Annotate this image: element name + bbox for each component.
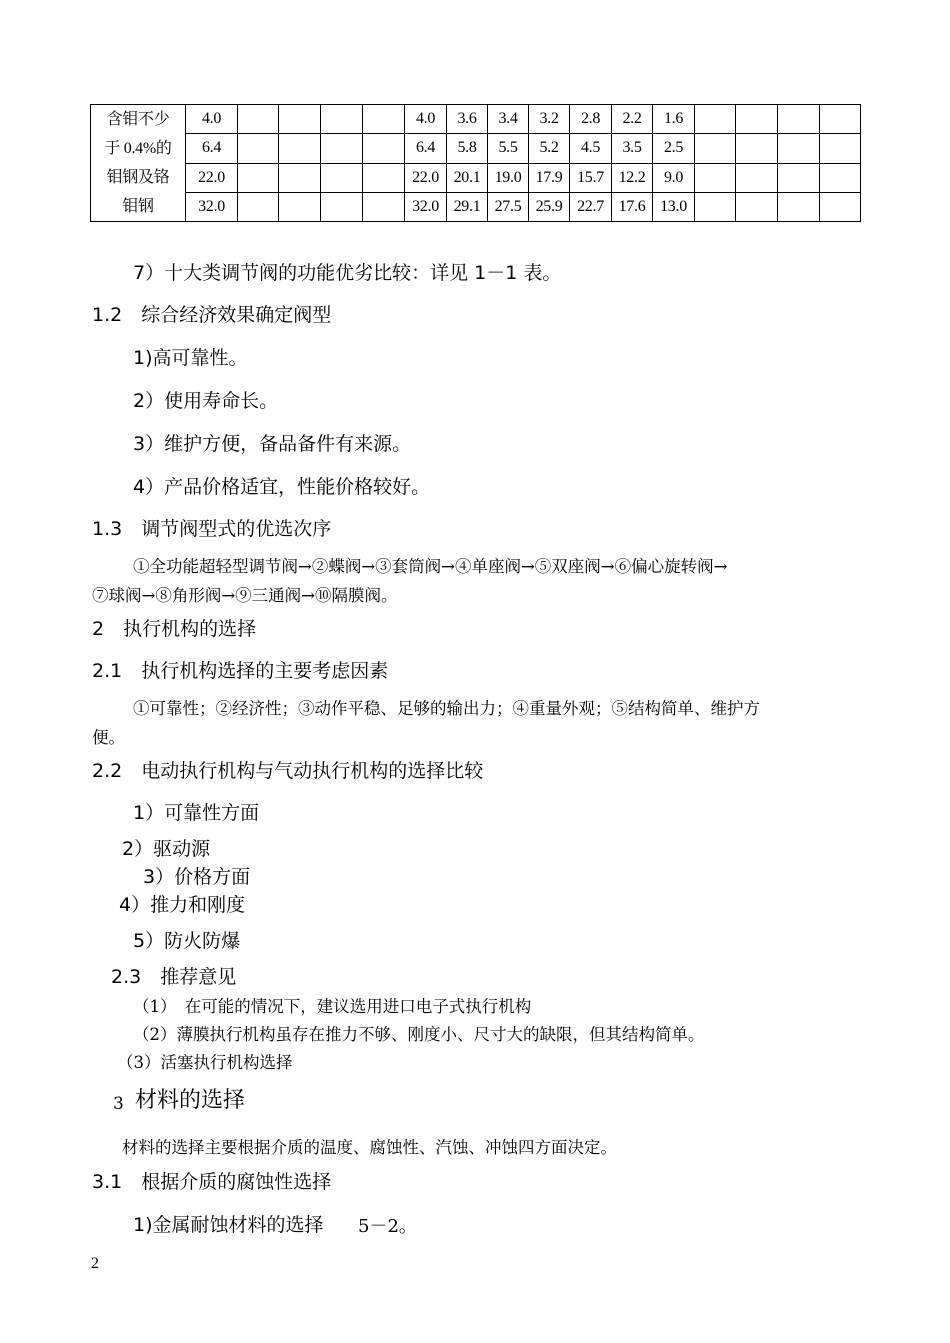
table-cell: 2.8 bbox=[570, 105, 612, 134]
item-lifetime: 2）使用寿命长。 bbox=[133, 390, 279, 412]
table-cell bbox=[238, 192, 279, 221]
item-reliability: 1)高可靠性。 bbox=[133, 347, 248, 369]
table-cell bbox=[820, 105, 861, 134]
heading-2-2: 2.2 电动执行机构与气动执行机构的选择比较 bbox=[92, 760, 484, 782]
material-name-line: 钼钢及铬 bbox=[106, 169, 170, 186]
table-cell bbox=[321, 134, 363, 163]
table-cell bbox=[820, 192, 861, 221]
table-cell: 22.0 bbox=[186, 163, 238, 192]
page-number: 2 bbox=[91, 1255, 99, 1272]
table-cell bbox=[778, 134, 820, 163]
heading-2-1: 2.1 执行机构选择的主要考虑因素 bbox=[92, 660, 389, 682]
table-cell: 32.0 bbox=[405, 192, 447, 221]
material-intro: 材料的选择主要根据介质的温度、腐蚀性、汽蚀、冲蚀四方面决定。 bbox=[122, 1138, 617, 1157]
metal-material-item: 1)金属耐蚀材料的选择 bbox=[133, 1214, 324, 1236]
table-cell: 27.5 bbox=[488, 192, 529, 221]
table-cell: 17.9 bbox=[529, 163, 570, 192]
heading-3-number: 3 bbox=[113, 1094, 124, 1114]
table-cell: 3.5 bbox=[612, 134, 653, 163]
table-cell: 4.0 bbox=[186, 105, 238, 134]
heading-2-3: 2.3 推荐意见 bbox=[111, 966, 237, 988]
item-maintenance: 3）维护方便，备品备件有来源。 bbox=[133, 433, 412, 455]
factors-line-2: 便。 bbox=[92, 728, 125, 747]
table-cell bbox=[238, 134, 279, 163]
table-cell: 20.1 bbox=[447, 163, 488, 192]
recommend-1: （1） 在可能的情况下，建议选用进口电子式执行机构 bbox=[133, 997, 532, 1016]
table-cell: 3.4 bbox=[488, 105, 529, 134]
heading-2: 2 执行机构的选择 bbox=[92, 618, 257, 640]
table-cell bbox=[695, 105, 736, 134]
table-cell: 29.1 bbox=[447, 192, 488, 221]
table-cell bbox=[238, 163, 279, 192]
compare-drive-source: 2）驱动源 bbox=[122, 838, 211, 860]
table-cell: 17.6 bbox=[612, 192, 653, 221]
table-cell: 15.7 bbox=[570, 163, 612, 192]
material-name-cell bbox=[91, 105, 186, 222]
table-cell: 13.0 bbox=[653, 192, 695, 221]
table-cell bbox=[363, 163, 405, 192]
table-cell: 4.5 bbox=[570, 134, 612, 163]
table-cell: 25.9 bbox=[529, 192, 570, 221]
table-cell bbox=[321, 192, 363, 221]
table-row bbox=[91, 105, 861, 134]
table-cell: 12.2 bbox=[612, 163, 653, 192]
table-cell: 4.0 bbox=[405, 105, 447, 134]
table-cell bbox=[736, 134, 778, 163]
table-cell bbox=[736, 105, 778, 134]
heading-1-3: 1.3 调节阀型式的优选次序 bbox=[92, 518, 332, 540]
table-cell bbox=[321, 105, 363, 134]
table-cell bbox=[736, 163, 778, 192]
table-row bbox=[91, 163, 861, 192]
recommend-2: （2）薄膜执行机构虽存在推力不够、刚度小、尺寸大的缺限，但其结构简单。 bbox=[133, 1025, 705, 1044]
compare-fireproof: 5）防火防爆 bbox=[133, 930, 241, 952]
table-cell: 5.8 bbox=[447, 134, 488, 163]
table-cell: 6.4 bbox=[186, 134, 238, 163]
table-cell: 32.0 bbox=[186, 192, 238, 221]
table-cell bbox=[279, 163, 321, 192]
table-cell: 19.0 bbox=[488, 163, 529, 192]
table-cell: 5.2 bbox=[529, 134, 570, 163]
compare-price: 3）价格方面 bbox=[143, 866, 251, 888]
compare-reliability: 1）可靠性方面 bbox=[133, 802, 260, 824]
heading-3-1: 3.1 根据介质的腐蚀性选择 bbox=[92, 1171, 332, 1193]
table-cell bbox=[363, 192, 405, 221]
table-cell bbox=[695, 192, 736, 221]
heading-3: 材料的选择 bbox=[135, 1088, 246, 1113]
heading-1-2: 1.2 综合经济效果确定阀型 bbox=[92, 304, 332, 326]
material-name-line: 于 0.4%的 bbox=[104, 140, 172, 157]
table-cell: 2.2 bbox=[612, 105, 653, 134]
material-name-line: 钼钢 bbox=[122, 198, 154, 215]
table-cell bbox=[363, 134, 405, 163]
table-cell: 6.4 bbox=[405, 134, 447, 163]
table-cell bbox=[279, 192, 321, 221]
table-cell: 5.5 bbox=[488, 134, 529, 163]
table-cell bbox=[736, 192, 778, 221]
table-cell bbox=[778, 192, 820, 221]
recommend-3: （3）活塞执行机构选择 bbox=[117, 1053, 293, 1072]
table-cell: 3.2 bbox=[529, 105, 570, 134]
valve-order-line-1: ①全功能超轻型调节阀→②蝶阀→③套筒阀→④单座阀→⑤双座阀→⑥偏心旋转阀→ bbox=[133, 557, 728, 576]
item-price: 4）产品价格适宜，性能价格较好。 bbox=[133, 476, 431, 498]
table-row bbox=[91, 192, 861, 221]
compare-thrust: 4）推力和刚度 bbox=[119, 894, 246, 916]
table-cell: 1.6 bbox=[653, 105, 695, 134]
valve-order-line-2: ⑦球阀→⑧角形阀→⑨三通阀→⑩隔膜阀。 bbox=[92, 586, 398, 605]
table-cell: 2.5 bbox=[653, 134, 695, 163]
table-cell bbox=[279, 134, 321, 163]
table-cell bbox=[363, 105, 405, 134]
material-data-table bbox=[90, 104, 861, 222]
metal-material-ref: 5－2。 bbox=[358, 1216, 417, 1237]
table-cell bbox=[321, 163, 363, 192]
table-cell bbox=[695, 163, 736, 192]
table-row bbox=[91, 134, 861, 163]
table-cell bbox=[820, 134, 861, 163]
table-cell: 3.6 bbox=[447, 105, 488, 134]
table-cell bbox=[695, 134, 736, 163]
table-cell bbox=[238, 105, 279, 134]
material-name-line: 含钼不少 bbox=[106, 111, 170, 128]
factors-line-1: ①可靠性；②经济性；③动作平稳、足够的输出力；④重量外观；⑤结构简单、维护方 bbox=[133, 699, 760, 718]
table-cell bbox=[778, 105, 820, 134]
line-valve-comparison: 7）十大类调节阀的功能优劣比较：详见 1－1 表。 bbox=[133, 262, 562, 284]
table-cell: 22.0 bbox=[405, 163, 447, 192]
table-cell bbox=[820, 163, 861, 192]
table-cell bbox=[279, 105, 321, 134]
table-cell bbox=[778, 163, 820, 192]
table-cell: 22.7 bbox=[570, 192, 612, 221]
table-cell: 9.0 bbox=[653, 163, 695, 192]
